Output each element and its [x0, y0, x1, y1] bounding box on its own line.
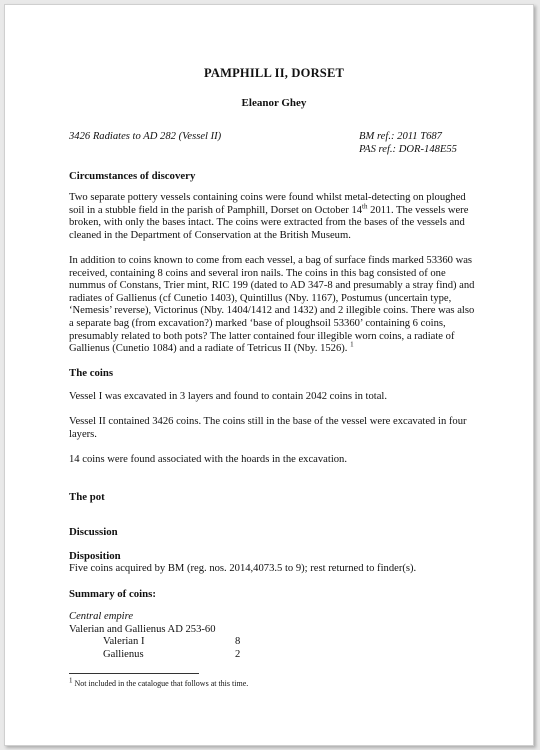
summary-row: Gallienus 2	[103, 649, 241, 660]
footnote: 1 Not included in the catalogue that follows at this time.	[69, 676, 249, 688]
heading-disposition: Disposition	[69, 550, 121, 562]
paragraph-disposition: Five coins acquired by BM (reg. nos. 2014,4073.5 to 9); rest returned to finder(s).	[69, 563, 417, 574]
heading-coins: The coins	[69, 367, 114, 379]
heading-pot: The pot	[69, 491, 105, 503]
pas-ref: PAS ref.: DOR-148E55	[359, 144, 457, 155]
bm-ref: BM ref.: 2011 T687	[359, 131, 442, 142]
page-title: PAMPHILL II, DORSET	[203, 66, 345, 80]
summary-period: Valerian and Gallienus AD 253-60	[69, 624, 216, 635]
summary-row: Valerian I 8	[103, 636, 241, 647]
heading-summary: Summary of coins:	[69, 588, 156, 600]
paragraph-circumstances-1: Two separate pottery vessels containing coins were found whilst metal-detecting on ploughed soil in a stubble field in the parish of Pamphill, Dorset on October 14th 2011. The vessels were broken, with only the bases intact. The coins were extracted from the bases of the vessels and cleaned in the Department of Conservation at the British Museum.	[69, 192, 469, 241]
paragraph-circumstances-2: In addition to coins known to come from each vessel, a bag of surface finds marked 53360 was received, containing 8 coins and several iron nails. The coins in this bag consisted of one nummus of Constans, Trier mint, RIC 199 (dated to AD 347-8 and presumably a stray find) and radiates of Gallienus (cf Cunetio 1403), Quintillus (Nby. 1167), Postumus (uncertain type, ‘Nemesis’ reverse), Victorinus (Nby. 1404/1412 and 1432) and 2 illegible coins. There was also a separate bag (from excavation?) marked ‘base of ploughsoil 53360’ containing 6 coins, presumably related to both pots? The latter contained four illegible worn coins, a radiate of Gallienus (Cunetio 1084) and a radiate of Tetricus II (Nby. 1526). $^1$	[69, 255, 475, 355]
author: Eleanor Ghey	[241, 97, 307, 109]
paragraph-coins-1: Vessel I was excavated in 3 layers and found to contain 2042 coins in total.	[69, 391, 388, 402]
footnote-divider	[69, 673, 199, 674]
document-page	[4, 4, 534, 746]
heading-circumstances: Circumstances of discovery	[69, 170, 196, 182]
hoard-summary: 3426 Radiates to AD 282 (Vessel II)	[69, 131, 222, 142]
paragraph-coins-2: Vessel II contained 3426 coins. The coins still in the base of the vessel were excavated in four layers.	[69, 416, 467, 440]
heading-discussion: Discussion	[69, 526, 118, 538]
summary-group: Central empire	[69, 611, 134, 622]
paragraph-coins-3: 14 coins were found associated with the hoards in the excavation.	[69, 454, 348, 465]
